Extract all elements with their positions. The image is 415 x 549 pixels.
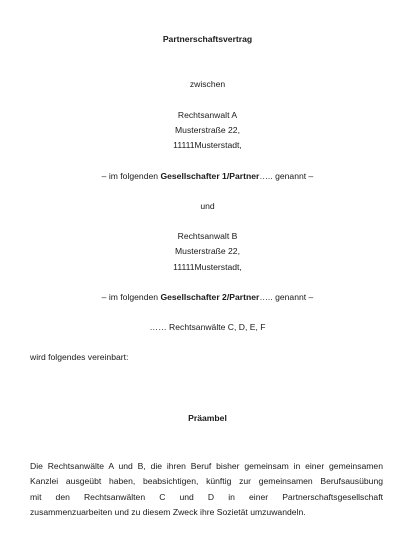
preamble-line: mit den Rechtsanwälten C und D in einer Partnerschaftsgesellschaft (30, 491, 383, 502)
preamble-heading: Präambel (188, 413, 227, 423)
party-a-name: Rechtsanwalt A (177, 110, 238, 120)
party-b-role-suffix: ….. genannt – (259, 292, 314, 302)
party-a-role-suffix: ….. genannt – (259, 171, 314, 181)
between-label: zwischen (189, 79, 226, 89)
party-b-role-prefix: – im folgenden (101, 292, 161, 302)
preamble-paragraph (30, 459, 383, 520)
party-a-role: Gesellschafter 1/Partner (160, 171, 260, 181)
party-b-role: Gesellschafter 2/Partner (160, 292, 260, 302)
party-a-street: Musterstraße 22, (175, 125, 240, 135)
preamble-line: Die Rechtsanwälte A und B, die ihren Beruf bisher gemeinsam in einer gemeinsamen (30, 461, 383, 471)
party-a-role-line (0, 170, 415, 182)
party-b-role-line (0, 291, 415, 303)
party-b-street: Musterstraße 22, (175, 246, 240, 256)
agreement-intro: wird folgendes vereinbart: (30, 352, 129, 362)
party-a-role-prefix: – im folgenden (101, 171, 161, 181)
and-label: und (200, 201, 215, 211)
preamble-line: zusammenzuarbeiten und zu diesem Zweck ihre Sozietät umzuwandeln. (30, 506, 306, 517)
party-a-city: 11111Musterstadt, (173, 140, 242, 150)
preamble-line: Kanzlei ausgeübt haben, beabsichtigen, künftig zur gemeinsamen Berufsausübung (30, 476, 383, 487)
party-b-name: Rechtsanwalt B (177, 231, 238, 241)
party-b-city: 11111Musterstadt, (173, 262, 242, 272)
document-title: Partnerschaftsvertrag (162, 34, 253, 44)
other-partners: …… Rechtsanwälte C, D, E, F (149, 322, 266, 332)
